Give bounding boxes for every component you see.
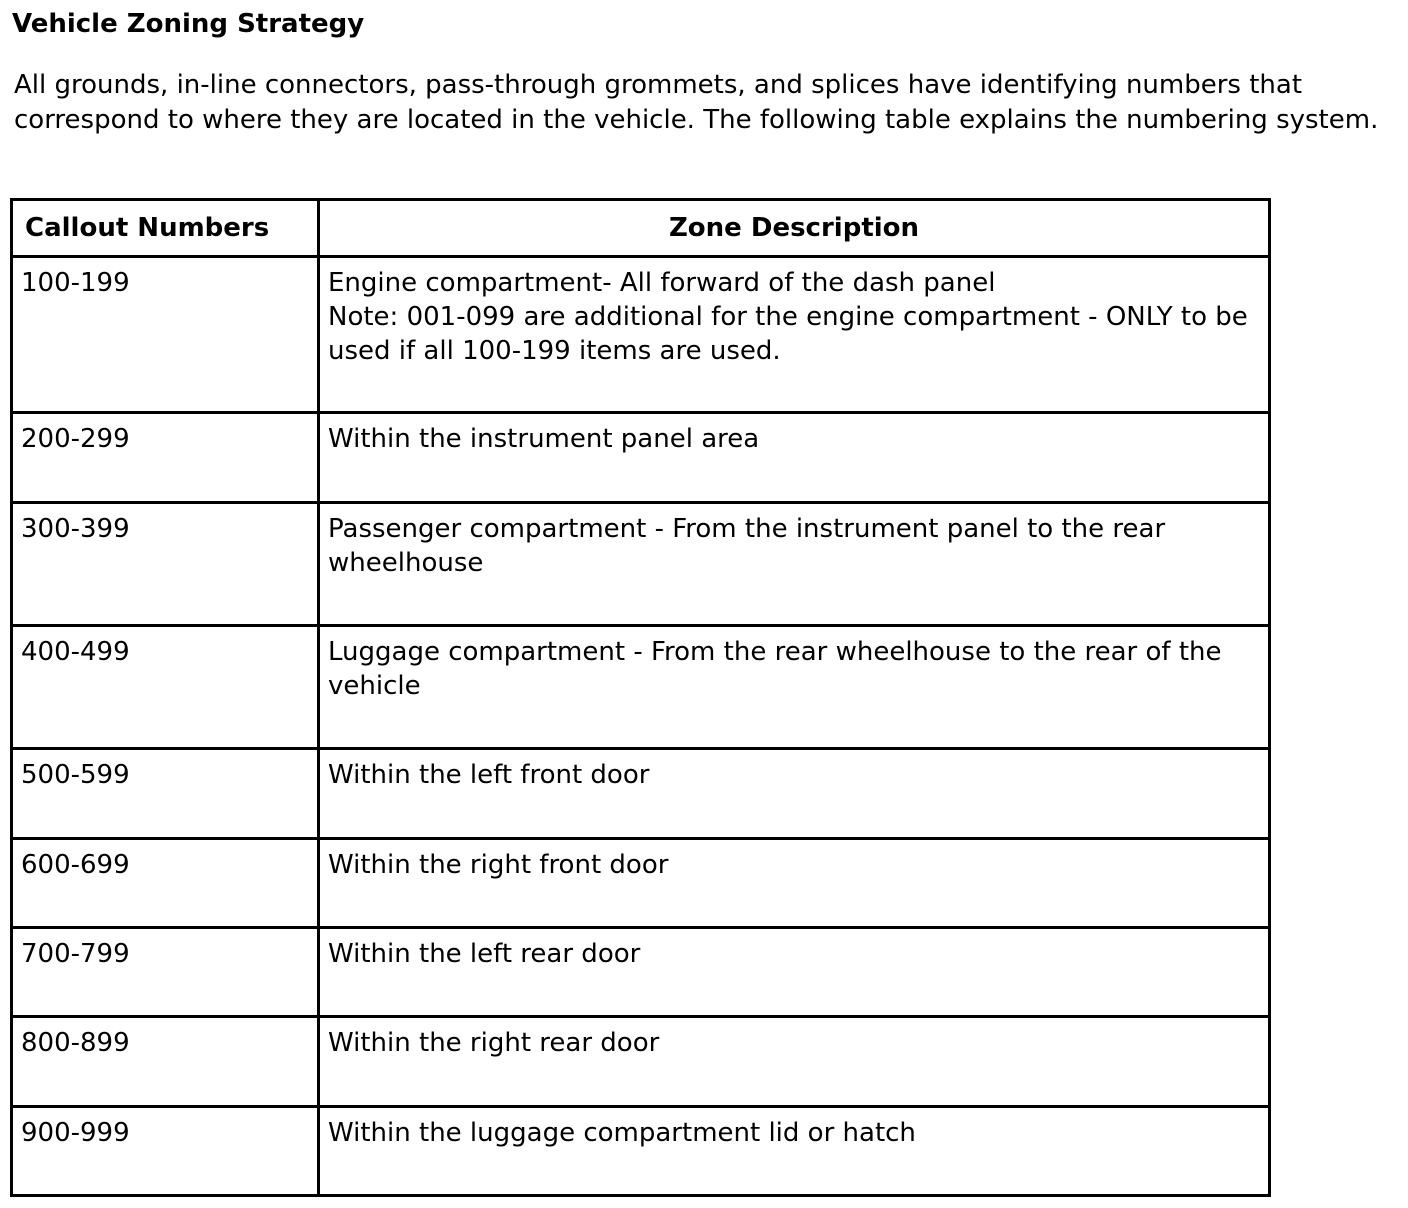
intro-paragraph: All grounds, in-line connectors, pass-through grommets, and splices have identifying numbers that correspond to where they are located in the vehicle. The following table explains the numbering system. <box>14 70 1379 135</box>
table-row <box>12 1017 1270 1107</box>
description-line: Within the right front door <box>328 850 669 880</box>
table-row <box>12 928 1270 1017</box>
callout-cell: 400-499 <box>12 626 319 749</box>
description-note: Note: 001-099 are additional for the engine compartment - ONLY to be used if all 100-199 items are used. <box>328 302 1248 366</box>
callout-cell: 600-699 <box>12 839 319 928</box>
table-row <box>12 257 1270 413</box>
callout-cell: 500-599 <box>12 749 319 839</box>
description-cell <box>319 626 1270 749</box>
callout-cell: 200-299 <box>12 413 319 503</box>
description-cell <box>319 257 1270 413</box>
header-zone-description: Zone Description <box>319 200 1270 257</box>
header-callout-numbers: Callout Numbers <box>12 200 319 257</box>
description-cell <box>319 749 1270 839</box>
table-row <box>12 749 1270 839</box>
document-title: Vehicle Zoning Strategy <box>12 9 365 39</box>
table-row <box>12 503 1270 626</box>
description-line: Within the right rear door <box>328 1028 660 1058</box>
callout-cell: 700-799 <box>12 928 319 1017</box>
table-row <box>12 839 1270 928</box>
callout-cell: 900-999 <box>12 1107 319 1196</box>
description-cell <box>319 1107 1270 1196</box>
description-cell <box>319 1017 1270 1107</box>
callout-cell: 800-899 <box>12 1017 319 1107</box>
callout-cell: 100-199 <box>12 257 319 413</box>
description-line: Within the left rear door <box>328 939 641 969</box>
table-row <box>12 1107 1270 1196</box>
description-line: Within the instrument panel area <box>328 424 760 454</box>
table-header-row <box>12 200 1270 257</box>
description-line: Within the luggage compartment lid or hatch <box>328 1118 916 1148</box>
description-line: Passenger compartment - From the instrument panel to the rear wheelhouse <box>328 514 1166 578</box>
description-line: Engine compartment- All forward of the dash panel <box>328 268 996 298</box>
description-cell <box>319 839 1270 928</box>
callout-cell: 300-399 <box>12 503 319 626</box>
description-line: Within the left front door <box>328 760 650 790</box>
table-row <box>12 626 1270 749</box>
description-line: Luggage compartment - From the rear wheelhouse to the rear of the vehicle <box>328 637 1222 701</box>
zoning-table <box>10 198 1271 1197</box>
description-cell <box>319 928 1270 1017</box>
description-cell <box>319 413 1270 503</box>
table-row <box>12 413 1270 503</box>
description-cell <box>319 503 1270 626</box>
